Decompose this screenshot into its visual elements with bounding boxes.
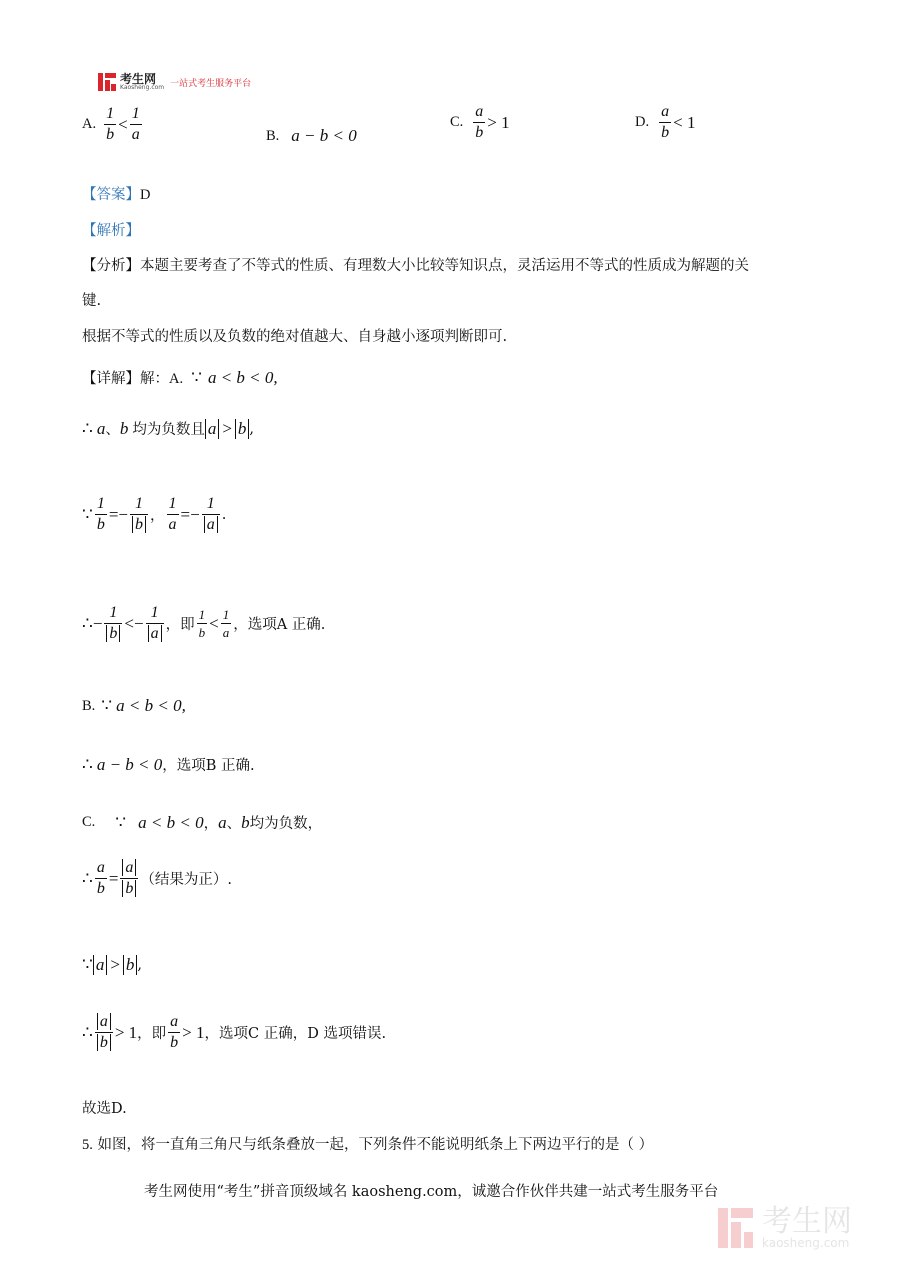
watermark-text: 考生网 <box>762 1204 852 1239</box>
detail-a-line3: ∵ $\frac{1}{b}$ = − $\frac{1}{b}$ ， $\frac{1}{a}$ = − $\frac{1}{a}$ . <box>82 495 227 533</box>
option-b <box>266 126 357 146</box>
watermark <box>716 1206 852 1250</box>
watermark-sub: kaosheng.com <box>762 1236 850 1250</box>
detail-c-line1-text: 均为负数， <box>249 816 323 832</box>
detail-c-line4-text1: ，即 <box>137 1026 167 1042</box>
detail-c-math: a < b < 0 <box>138 812 204 832</box>
detail-b-label: B. <box>82 697 96 714</box>
detail-b-line1: B. ∵ a < b < 0, <box>82 696 186 716</box>
question-5 <box>82 1133 653 1154</box>
fenxi-label: 【分析】 <box>82 258 140 274</box>
detail-a-line1: 【详解】 解：A. ∵ a < b < 0, <box>82 367 278 388</box>
logo-sub: Kaosheng.com <box>120 84 165 91</box>
fenxi-line <box>82 254 749 275</box>
detail-a-line4-text1: ，即 <box>165 617 195 633</box>
option-b-expr: a − b < 0 <box>291 126 357 145</box>
detail-label: 【详解】 <box>82 371 140 387</box>
detail-c-line4-text2: ，选项C 正确，D 选项错误. <box>204 1026 387 1042</box>
watermark-logo-icon <box>716 1206 756 1250</box>
detail-b-math: a < b < 0, <box>116 696 186 715</box>
option-c-op: > 1 <box>487 112 510 132</box>
option-c-label: C. <box>450 114 464 130</box>
basis-line: 根据不等式的性质以及负数的绝对值越大、自身越小逐项判断即可. <box>82 329 508 345</box>
option-d: D. $\frac{a}{b}$ < 1 <box>635 103 696 141</box>
header-logo <box>97 72 251 92</box>
detail-b-line2: ∴ a − b < 0 ，选项B 正确. <box>82 754 255 775</box>
footer-text: 考生网使用“考生”拼音顶级域名 kaosheng.com，诚邀合作伙伴共建一站式考生服务平台 <box>144 1184 719 1200</box>
detail-a-line4: ∴ − $\frac{1}{b}$ < − $\frac{1}{a}$ ，即 $\frac{1}{b}$ < $\frac{1}{a}$ ，选项A 正确. <box>82 604 326 642</box>
answer-label: 【答案】 <box>82 187 140 203</box>
detail-a-line2-text: 均为负数且 <box>132 422 205 438</box>
detail-c-line3: ∵ a > b , <box>82 955 143 975</box>
detail-c-label: C. <box>82 814 96 830</box>
detail-b-line2-text: ，选项B 正确. <box>162 758 255 774</box>
option-a: A. $\frac{1}{b}$ < $\frac{1}{a}$ <box>82 105 140 143</box>
question-5-number: 5. <box>82 1137 93 1153</box>
kaosheng-logo-icon <box>97 72 117 92</box>
option-d-op: < 1 <box>673 112 696 132</box>
option-c: C. $\frac{a}{b}$ > 1 <box>450 103 510 141</box>
detail-a-line4-text2: ，选项A 正确. <box>233 617 326 633</box>
fenxi-text-cont: 键. <box>82 293 102 309</box>
answer-value: D <box>140 187 151 203</box>
question-5-text: 如图，将一直角三角尺与纸条叠放一起，下列条件不能说明纸条上下两边平行的是（ ） <box>97 1137 654 1153</box>
option-a-label: A. <box>82 116 97 132</box>
option-d-label: D. <box>635 114 650 130</box>
detail-a-line2: ∴ a 、 b 均为负数且 a > b , <box>82 418 255 439</box>
conclusion: 故选D. <box>82 1101 127 1117</box>
fenxi-text: 本题主要考查了不等式的性质、有理数大小比较等知识点，灵活运用不等式的性质成为解题的关 <box>140 258 749 274</box>
option-b-label: B. <box>266 127 280 144</box>
detail-c-line1: C. ∵ a < b < 0 ， a 、 b 均为负数， <box>82 812 323 833</box>
detail-a-math: a < b < 0, <box>207 367 278 387</box>
header-slogan: 一站式考生服务平台 <box>170 78 252 89</box>
analysis-label: 【解析】 <box>82 223 140 239</box>
logo-text: 考生网 <box>120 72 157 86</box>
answer-line <box>82 183 150 204</box>
detail-c-line2: ∴ $\frac{a}{b}$ = $\frac{a}{b}$ （结果为正）. <box>82 859 233 897</box>
detail-c-line2-text: （结果为正）. <box>140 872 233 888</box>
detail-c-line4: ∴ $\frac{a}{b}$ > 1 ，即 $\frac{a}{b}$ > 1 ，选项C 正确，D 选项错误. <box>82 1013 387 1051</box>
detail-a-prefix: 解：A. <box>140 371 184 387</box>
detail-b-line2-math: a − b < 0 <box>96 754 163 774</box>
